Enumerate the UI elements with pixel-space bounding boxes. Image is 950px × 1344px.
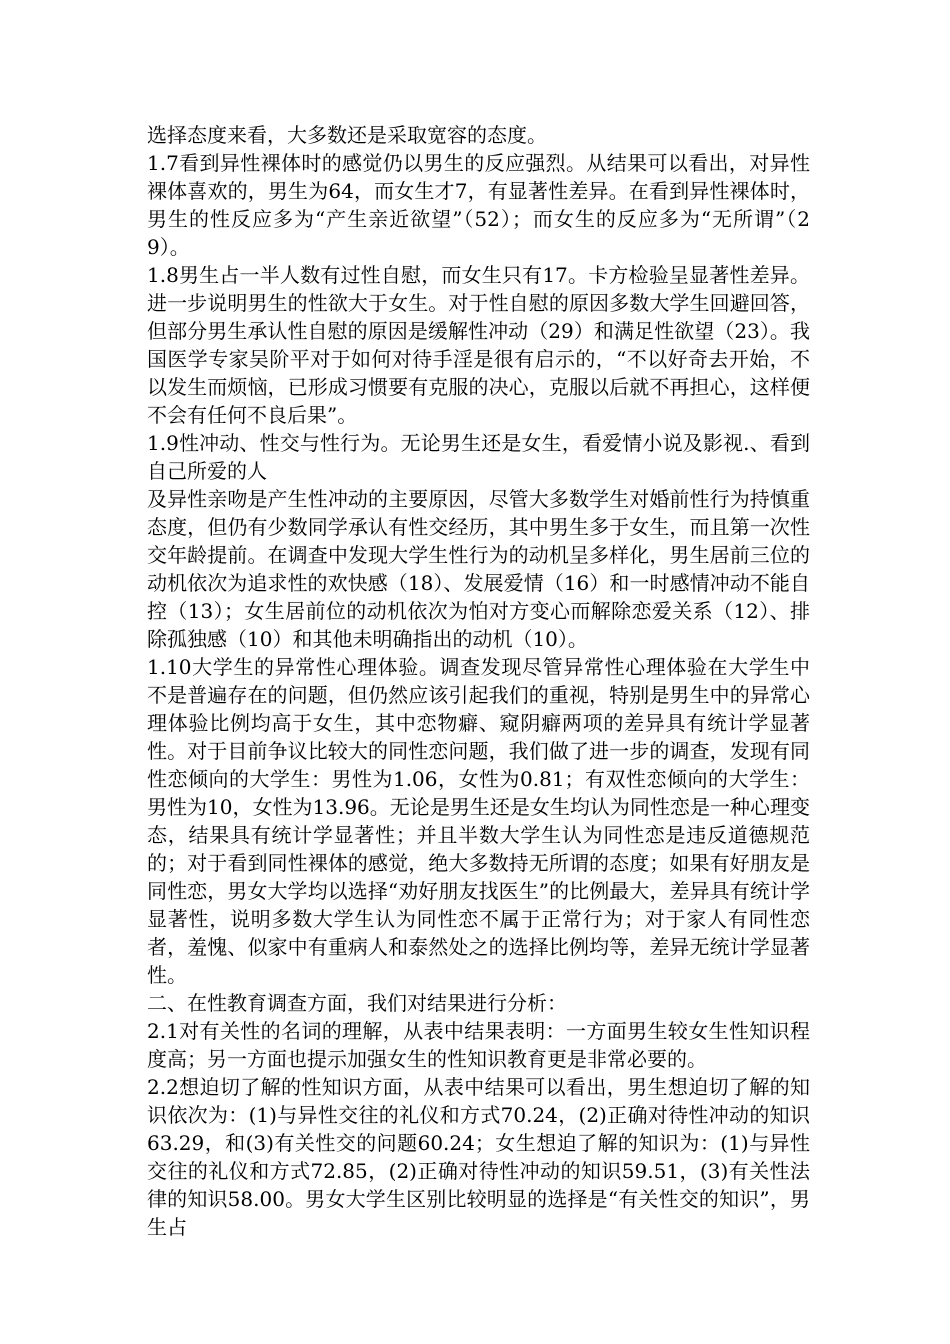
paragraph-9: 2.2想迫切了解的性知识方面，从表中结果可以看出，男生想迫切了解的知识依次为：(1)与异性交往的礼仪和方式70.24，(2)正确对待性冲动的知识63.29，和(3)有关性交的问题60.24；女生想迫了解的知识为：(1)与异性交往的礼仪和方式72.85，(2)正确对待性冲动的知识59.51，(3)有关性法律的知识58.00。男女大学生区别比较明显的选择是“有关性交的知识”，男生占 [147, 1075, 810, 1239]
paragraph-1: 选择态度来看，大多数还是采取宽容的态度。 [147, 123, 547, 147]
paragraph-7: 二、在性教育调查方面，我们对结果进行分析： [147, 991, 567, 1015]
paragraph-3: 1.8男生占一半人数有过性自慰，而女生只有17。卡方检验呈显著性差异。进一步说明男生的性欲大于女生。对于性自慰的原因多数大学生回避回答，但部分男生承认性自慰的原因是缓解性冲动（29）和满足性欲望（23）。我国医学专家吴阶平对于如何对待手淫是很有启示的，“不以好奇去开始，不以发生而烦恼，已形成习惯要有克服的决心，克服以后就不再担心，这样便不会有任何不良后果”。 [147, 263, 810, 427]
document-page [147, 121, 810, 1241]
paragraph-2: 1.7看到异性裸体时的感觉仍以男生的反应强烈。从结果可以看出，对异性裸体喜欢的，男生为64，而女生才7，有显著性差异。在看到异性裸体时，男生的性反应多为“产生亲近欲望”（52）；而女生的反应多为“无所谓”（29）。 [147, 151, 810, 259]
paragraph-5: 及异性亲吻是产生性冲动的主要原因，尽管大多数学生对婚前性行为持慎重态度，但仍有少数同学承认有性交经历，其中男生多于女生，而且第一次性交年龄提前。在调查中发现大学生性行为的动机呈多样化，男生居前三位的动机依次为追求性的欢快感（18）、发展爱情（16）和一时感情冲动不能自控（13）；女生居前位的动机依次为怕对方变心而解除恋爱关系（12）、排除孤独感（10）和其他未明确指出的动机（10）。 [147, 487, 810, 651]
paragraph-8: 2.1对有关性的名词的理解，从表中结果表明：一方面男生较女生性知识程度高；另一方面也提示加强女生的性知识教育更是非常必要的。 [147, 1019, 810, 1071]
paragraph-6: 1.10大学生的异常性心理体验。调查发现尽管异常性心理体验在大学生中不是普遍存在的问题，但仍然应该引起我们的重视，特别是男生中的异常心理体验比例均高于女生，其中恋物癖、窥阴癖两项的差异具有统计学显著性。对于目前争议比较大的同性恋问题，我们做了进一步的调查，发现有同性恋倾向的大学生：男性为1.06，女性为0.81；有双性恋倾向的大学生：男性为10，女性为13.96。无论是男生还是女生均认为同性恋是一种心理变态，结果具有统计学显著性；并且半数大学生认为同性恋是违反道德规范的；对于看到同性裸体的感觉，绝大多数持无所谓的态度；如果有好朋友是同性恋，男女大学均以选择“劝好朋友找医生”的比例最大，差异具有统计学显著性，说明多数大学生认为同性恋不属于正常行为；对于家人有同性恋者，羞愧、似家中有重病人和泰然处之的选择比例均等，差异无统计学显著性。 [147, 655, 810, 987]
paragraph-4: 1.9性冲动、性交与性行为。无论男生还是女生，看爱情小说及影视.、看到自己所爱的人 [147, 431, 810, 483]
